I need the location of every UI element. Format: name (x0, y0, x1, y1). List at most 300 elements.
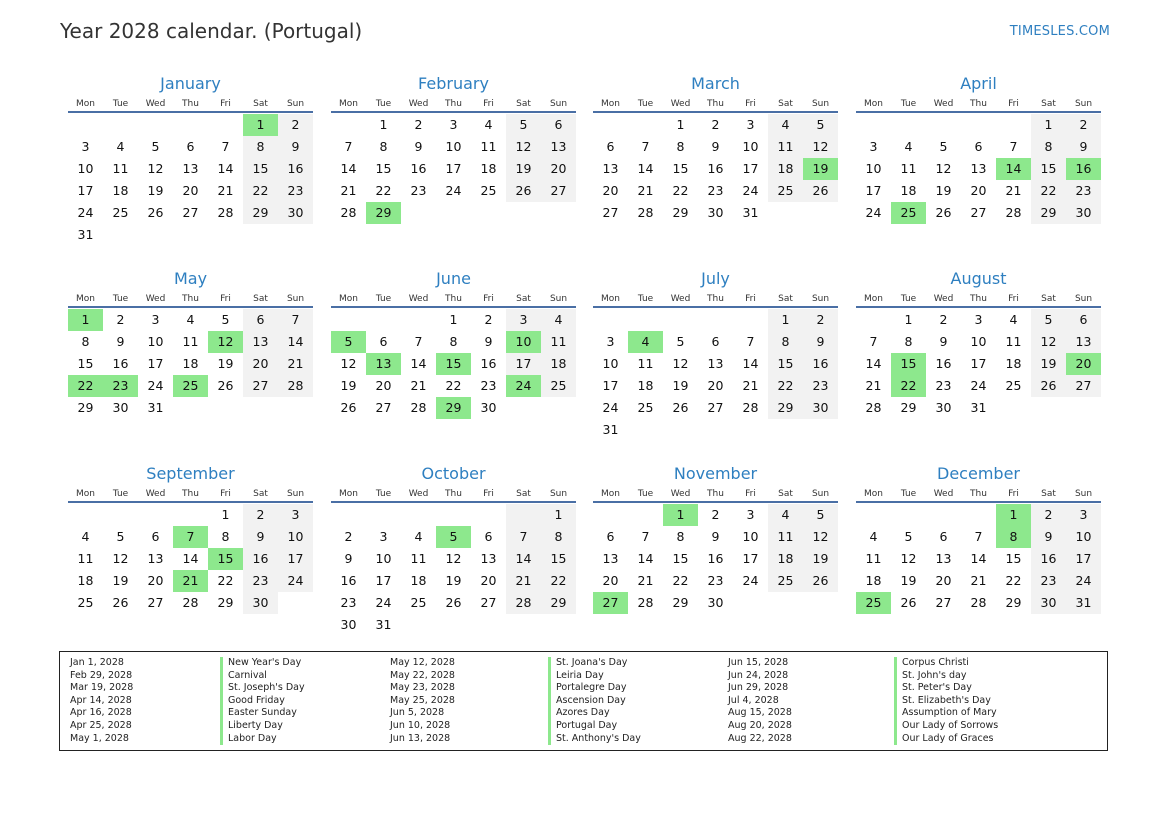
day-cell[interactable]: 15 (1005, 551, 1022, 566)
day-cell[interactable]: 6 (939, 529, 948, 544)
day-cell[interactable]: 13 (243, 331, 278, 353)
day-cell[interactable]: 24 (506, 375, 541, 397)
day-cell[interactable]: 21 (865, 378, 882, 393)
day-cell[interactable]: 1 (996, 504, 1031, 526)
day-cell[interactable]: 23 (707, 573, 724, 588)
day-cell[interactable]: 8 (243, 136, 278, 158)
day-cell[interactable]: 17 (77, 183, 94, 198)
day-cell[interactable]: 8 (676, 139, 685, 154)
day-cell[interactable]: 1 (663, 504, 698, 526)
day-cell[interactable]: 15 (672, 551, 689, 566)
day-cell[interactable]: 18 (865, 573, 882, 588)
day-cell[interactable]: 21 (970, 573, 987, 588)
day-cell[interactable]: 3 (151, 312, 160, 327)
day-cell[interactable]: 5 (151, 139, 160, 154)
day-cell[interactable]: 29 (366, 202, 401, 224)
day-cell[interactable]: 30 (340, 617, 357, 632)
day-cell[interactable]: 6 (541, 114, 576, 136)
day-cell[interactable]: 25 (637, 400, 654, 415)
day-cell[interactable]: 5 (803, 504, 838, 526)
day-cell[interactable]: 9 (803, 331, 838, 353)
day-cell[interactable]: 17 (602, 378, 619, 393)
day-cell[interactable]: 14 (996, 158, 1031, 180)
day-cell[interactable]: 22 (672, 183, 689, 198)
day-cell[interactable]: 9 (278, 136, 313, 158)
day-cell[interactable]: 10 (506, 331, 541, 353)
day-cell[interactable]: 1 (449, 312, 458, 327)
day-cell[interactable]: 22 (672, 573, 689, 588)
day-cell[interactable]: 19 (506, 158, 541, 180)
day-cell[interactable]: 9 (344, 551, 353, 566)
day-cell[interactable]: 30 (707, 595, 724, 610)
day-cell[interactable]: 9 (243, 526, 278, 548)
day-cell[interactable]: 24 (602, 400, 619, 415)
day-cell[interactable]: 27 (602, 205, 619, 220)
day-cell[interactable]: 28 (637, 205, 654, 220)
day-cell[interactable]: 17 (970, 356, 987, 371)
day-cell[interactable]: 4 (628, 331, 663, 353)
day-cell[interactable]: 30 (707, 205, 724, 220)
day-cell[interactable]: 18 (637, 378, 654, 393)
day-cell[interactable]: 26 (672, 400, 689, 415)
day-cell[interactable]: 25 (856, 592, 891, 614)
day-cell[interactable]: 13 (707, 356, 724, 371)
day-cell[interactable]: 6 (974, 139, 983, 154)
day-cell[interactable]: 10 (742, 139, 759, 154)
day-cell[interactable]: 18 (410, 573, 427, 588)
day-cell[interactable]: 9 (116, 334, 125, 349)
day-cell[interactable]: 26 (1031, 375, 1066, 397)
day-cell[interactable]: 10 (742, 529, 759, 544)
day-cell[interactable]: 12 (506, 136, 541, 158)
day-cell[interactable]: 29 (217, 595, 234, 610)
day-cell[interactable]: 12 (803, 136, 838, 158)
day-cell[interactable]: 21 (637, 573, 654, 588)
day-cell[interactable]: 28 (217, 205, 234, 220)
day-cell[interactable]: 4 (768, 504, 803, 526)
day-cell[interactable]: 7 (173, 526, 208, 548)
day-cell[interactable]: 19 (1031, 353, 1066, 375)
day-cell[interactable]: 10 (865, 161, 882, 176)
day-cell[interactable]: 9 (1031, 526, 1066, 548)
day-cell[interactable]: 18 (900, 183, 917, 198)
day-cell[interactable]: 8 (904, 334, 913, 349)
day-cell[interactable]: 23 (480, 378, 497, 393)
day-cell[interactable]: 20 (541, 158, 576, 180)
day-cell[interactable]: 3 (278, 504, 313, 526)
day-cell[interactable]: 17 (375, 573, 392, 588)
day-cell[interactable]: 23 (935, 378, 952, 393)
day-cell[interactable]: 16 (935, 356, 952, 371)
day-cell[interactable]: 26 (935, 205, 952, 220)
day-cell[interactable]: 4 (904, 139, 913, 154)
day-cell[interactable]: 12 (1031, 331, 1066, 353)
day-cell[interactable]: 5 (436, 526, 471, 548)
day-cell[interactable]: 6 (711, 334, 720, 349)
day-cell[interactable]: 29 (243, 202, 278, 224)
day-cell[interactable]: 30 (1066, 202, 1101, 224)
day-cell[interactable]: 19 (112, 573, 129, 588)
day-cell[interactable]: 20 (935, 573, 952, 588)
day-cell[interactable]: 25 (891, 202, 926, 224)
day-cell[interactable]: 5 (1031, 309, 1066, 331)
day-cell[interactable]: 15 (77, 356, 94, 371)
day-cell[interactable]: 18 (1005, 356, 1022, 371)
day-cell[interactable]: 17 (865, 183, 882, 198)
day-cell[interactable]: 4 (484, 117, 493, 132)
day-cell[interactable]: 12 (672, 356, 689, 371)
day-cell[interactable]: 25 (768, 180, 803, 202)
day-cell[interactable]: 23 (103, 375, 138, 397)
day-cell[interactable]: 14 (410, 356, 427, 371)
day-cell[interactable]: 22 (768, 375, 803, 397)
day-cell[interactable]: 13 (366, 353, 401, 375)
day-cell[interactable]: 10 (970, 334, 987, 349)
day-cell[interactable]: 14 (865, 356, 882, 371)
day-cell[interactable]: 31 (602, 422, 619, 437)
day-cell[interactable]: 14 (637, 161, 654, 176)
day-cell[interactable]: 17 (742, 161, 759, 176)
day-cell[interactable]: 16 (1066, 158, 1101, 180)
day-cell[interactable]: 2 (1031, 504, 1066, 526)
day-cell[interactable]: 2 (414, 117, 423, 132)
day-cell[interactable]: 26 (112, 595, 129, 610)
day-cell[interactable]: 12 (112, 551, 129, 566)
day-cell[interactable]: 16 (707, 161, 724, 176)
day-cell[interactable]: 20 (243, 353, 278, 375)
day-cell[interactable]: 19 (803, 548, 838, 570)
day-cell[interactable]: 26 (506, 180, 541, 202)
day-cell[interactable]: 7 (1009, 139, 1018, 154)
day-cell[interactable]: 20 (970, 183, 987, 198)
day-cell[interactable]: 1 (768, 309, 803, 331)
day-cell[interactable]: 6 (151, 529, 160, 544)
day-cell[interactable]: 6 (484, 529, 493, 544)
day-cell[interactable]: 1 (541, 504, 576, 526)
day-cell[interactable]: 14 (637, 551, 654, 566)
day-cell[interactable]: 21 (506, 570, 541, 592)
day-cell[interactable]: 9 (711, 529, 720, 544)
day-cell[interactable]: 11 (900, 161, 917, 176)
day-cell[interactable]: 24 (278, 570, 313, 592)
day-cell[interactable]: 7 (344, 139, 353, 154)
day-cell[interactable]: 24 (742, 573, 759, 588)
day-cell[interactable]: 19 (900, 573, 917, 588)
day-cell[interactable]: 22 (243, 180, 278, 202)
day-cell[interactable]: 9 (711, 139, 720, 154)
day-cell[interactable]: 18 (480, 161, 497, 176)
day-cell[interactable]: 7 (641, 139, 650, 154)
day-cell[interactable]: 20 (1066, 353, 1101, 375)
day-cell[interactable]: 20 (602, 573, 619, 588)
day-cell[interactable]: 5 (939, 139, 948, 154)
day-cell[interactable]: 10 (445, 139, 462, 154)
day-cell[interactable]: 14 (182, 551, 199, 566)
day-cell[interactable]: 20 (147, 573, 164, 588)
day-cell[interactable]: 23 (410, 183, 427, 198)
day-cell[interactable]: 27 (182, 205, 199, 220)
day-cell[interactable]: 21 (278, 353, 313, 375)
day-cell[interactable]: 17 (278, 548, 313, 570)
day-cell[interactable]: 13 (602, 161, 619, 176)
day-cell[interactable]: 29 (1031, 202, 1066, 224)
day-cell[interactable]: 22 (891, 375, 926, 397)
day-cell[interactable]: 15 (208, 548, 243, 570)
day-cell[interactable]: 5 (676, 334, 685, 349)
day-cell[interactable]: 1 (221, 507, 230, 522)
day-cell[interactable]: 30 (112, 400, 129, 415)
day-cell[interactable]: 30 (803, 397, 838, 419)
day-cell[interactable]: 29 (768, 397, 803, 419)
day-cell[interactable]: 18 (77, 573, 94, 588)
day-cell[interactable]: 8 (541, 526, 576, 548)
day-cell[interactable]: 15 (541, 548, 576, 570)
day-cell[interactable]: 24 (77, 205, 94, 220)
day-cell[interactable]: 8 (676, 529, 685, 544)
day-cell[interactable]: 4 (768, 114, 803, 136)
day-cell[interactable]: 6 (186, 139, 195, 154)
day-cell[interactable]: 6 (606, 529, 615, 544)
day-cell[interactable]: 5 (116, 529, 125, 544)
day-cell[interactable]: 6 (606, 139, 615, 154)
day-cell[interactable]: 23 (803, 375, 838, 397)
day-cell[interactable]: 31 (1066, 592, 1101, 614)
day-cell[interactable]: 28 (410, 400, 427, 415)
day-cell[interactable]: 2 (484, 312, 493, 327)
day-cell[interactable]: 21 (173, 570, 208, 592)
day-cell[interactable]: 16 (112, 356, 129, 371)
day-cell[interactable]: 16 (340, 573, 357, 588)
day-cell[interactable]: 19 (803, 158, 838, 180)
day-cell[interactable]: 19 (217, 356, 234, 371)
day-cell[interactable]: 17 (742, 551, 759, 566)
day-cell[interactable]: 28 (340, 205, 357, 220)
day-cell[interactable]: 24 (375, 595, 392, 610)
day-cell[interactable]: 2 (116, 312, 125, 327)
day-cell[interactable]: 11 (410, 551, 427, 566)
day-cell[interactable]: 4 (116, 139, 125, 154)
day-cell[interactable]: 23 (707, 183, 724, 198)
day-cell[interactable]: 4 (869, 529, 878, 544)
day-cell[interactable]: 5 (904, 529, 913, 544)
day-cell[interactable]: 23 (278, 180, 313, 202)
day-cell[interactable]: 11 (768, 136, 803, 158)
day-cell[interactable]: 31 (77, 227, 94, 242)
day-cell[interactable]: 22 (1005, 573, 1022, 588)
day-cell[interactable]: 27 (147, 595, 164, 610)
day-cell[interactable]: 11 (480, 139, 497, 154)
day-cell[interactable]: 14 (217, 161, 234, 176)
day-cell[interactable]: 27 (935, 595, 952, 610)
day-cell[interactable]: 3 (506, 309, 541, 331)
day-cell[interactable]: 5 (221, 312, 230, 327)
day-cell[interactable]: 17 (1066, 548, 1101, 570)
day-cell[interactable]: 12 (445, 551, 462, 566)
day-cell[interactable]: 12 (935, 161, 952, 176)
day-cell[interactable]: 12 (900, 551, 917, 566)
day-cell[interactable]: 17 (445, 161, 462, 176)
day-cell[interactable]: 16 (410, 161, 427, 176)
day-cell[interactable]: 20 (375, 378, 392, 393)
day-cell[interactable]: 6 (379, 334, 388, 349)
day-cell[interactable]: 15 (375, 161, 392, 176)
day-cell[interactable]: 27 (970, 205, 987, 220)
day-cell[interactable]: 5 (506, 114, 541, 136)
day-cell[interactable]: 6 (1066, 309, 1101, 331)
day-cell[interactable]: 15 (1031, 158, 1066, 180)
day-cell[interactable]: 16 (243, 548, 278, 570)
day-cell[interactable]: 8 (379, 139, 388, 154)
day-cell[interactable]: 8 (449, 334, 458, 349)
day-cell[interactable]: 27 (1066, 375, 1101, 397)
day-cell[interactable]: 19 (340, 378, 357, 393)
day-cell[interactable]: 15 (768, 353, 803, 375)
day-cell[interactable]: 3 (1066, 504, 1101, 526)
day-cell[interactable]: 27 (707, 400, 724, 415)
day-cell[interactable]: 21 (410, 378, 427, 393)
day-cell[interactable]: 16 (803, 353, 838, 375)
day-cell[interactable]: 15 (891, 353, 926, 375)
day-cell[interactable]: 5 (331, 331, 366, 353)
day-cell[interactable]: 25 (541, 375, 576, 397)
day-cell[interactable]: 29 (541, 592, 576, 614)
day-cell[interactable]: 24 (445, 183, 462, 198)
day-cell[interactable]: 10 (147, 334, 164, 349)
day-cell[interactable]: 8 (81, 334, 90, 349)
day-cell[interactable]: 29 (1005, 595, 1022, 610)
day-cell[interactable]: 23 (1066, 180, 1101, 202)
day-cell[interactable]: 29 (77, 400, 94, 415)
day-cell[interactable]: 11 (77, 551, 94, 566)
day-cell[interactable]: 28 (278, 375, 313, 397)
day-cell[interactable]: 2 (243, 504, 278, 526)
day-cell[interactable]: 28 (182, 595, 199, 610)
day-cell[interactable]: 26 (803, 180, 838, 202)
day-cell[interactable]: 22 (68, 375, 103, 397)
day-cell[interactable]: 27 (541, 180, 576, 202)
day-cell[interactable]: 28 (506, 592, 541, 614)
day-cell[interactable]: 23 (340, 595, 357, 610)
day-cell[interactable]: 11 (112, 161, 129, 176)
day-cell[interactable]: 14 (742, 356, 759, 371)
day-cell[interactable]: 25 (480, 183, 497, 198)
day-cell[interactable]: 11 (768, 526, 803, 548)
day-cell[interactable]: 29 (900, 400, 917, 415)
day-cell[interactable]: 20 (480, 573, 497, 588)
day-cell[interactable]: 27 (243, 375, 278, 397)
day-cell[interactable]: 19 (445, 573, 462, 588)
day-cell[interactable]: 20 (602, 183, 619, 198)
day-cell[interactable]: 4 (1009, 312, 1018, 327)
day-cell[interactable]: 22 (375, 183, 392, 198)
day-cell[interactable]: 25 (77, 595, 94, 610)
day-cell[interactable]: 9 (939, 334, 948, 349)
day-cell[interactable]: 1 (904, 312, 913, 327)
day-cell[interactable]: 26 (803, 570, 838, 592)
day-cell[interactable]: 20 (182, 183, 199, 198)
day-cell[interactable]: 7 (278, 309, 313, 331)
day-cell[interactable]: 21 (217, 183, 234, 198)
day-cell[interactable]: 18 (541, 353, 576, 375)
day-cell[interactable]: 22 (1031, 180, 1066, 202)
day-cell[interactable]: 31 (970, 400, 987, 415)
day-cell[interactable]: 27 (593, 592, 628, 614)
day-cell[interactable]: 13 (147, 551, 164, 566)
day-cell[interactable]: 14 (970, 551, 987, 566)
day-cell[interactable]: 7 (974, 529, 983, 544)
day-cell[interactable]: 25 (410, 595, 427, 610)
day-cell[interactable]: 18 (112, 183, 129, 198)
day-cell[interactable]: 24 (742, 183, 759, 198)
day-cell[interactable]: 26 (147, 205, 164, 220)
day-cell[interactable]: 2 (803, 309, 838, 331)
day-cell[interactable]: 18 (182, 356, 199, 371)
day-cell[interactable]: 14 (340, 161, 357, 176)
day-cell[interactable]: 12 (208, 331, 243, 353)
day-cell[interactable]: 26 (900, 595, 917, 610)
day-cell[interactable]: 28 (742, 400, 759, 415)
day-cell[interactable]: 13 (970, 161, 987, 176)
day-cell[interactable]: 12 (340, 356, 357, 371)
day-cell[interactable]: 14 (506, 548, 541, 570)
day-cell[interactable]: 2 (278, 114, 313, 136)
day-cell[interactable]: 7 (506, 526, 541, 548)
day-cell[interactable]: 3 (869, 139, 878, 154)
day-cell[interactable]: 25 (173, 375, 208, 397)
day-cell[interactable]: 30 (935, 400, 952, 415)
day-cell[interactable]: 15 (436, 353, 471, 375)
day-cell[interactable]: 6 (243, 309, 278, 331)
day-cell[interactable]: 16 (480, 356, 497, 371)
day-cell[interactable]: 24 (970, 378, 987, 393)
day-cell[interactable]: 17 (147, 356, 164, 371)
day-cell[interactable]: 5 (803, 114, 838, 136)
day-cell[interactable]: 2 (939, 312, 948, 327)
day-cell[interactable]: 21 (340, 183, 357, 198)
day-cell[interactable]: 10 (77, 161, 94, 176)
day-cell[interactable]: 18 (768, 548, 803, 570)
day-cell[interactable]: 8 (221, 529, 230, 544)
day-cell[interactable]: 21 (637, 183, 654, 198)
day-cell[interactable]: 12 (147, 161, 164, 176)
day-cell[interactable]: 25 (768, 570, 803, 592)
day-cell[interactable]: 11 (637, 356, 654, 371)
day-cell[interactable]: 13 (935, 551, 952, 566)
day-cell[interactable]: 28 (637, 595, 654, 610)
day-cell[interactable]: 13 (602, 551, 619, 566)
day-cell[interactable]: 26 (340, 400, 357, 415)
day-cell[interactable]: 2 (711, 507, 720, 522)
day-cell[interactable]: 17 (506, 353, 541, 375)
day-cell[interactable]: 26 (217, 378, 234, 393)
day-cell[interactable]: 10 (375, 551, 392, 566)
day-cell[interactable]: 16 (278, 158, 313, 180)
day-cell[interactable]: 7 (641, 529, 650, 544)
day-cell[interactable]: 27 (375, 400, 392, 415)
day-cell[interactable]: 7 (746, 334, 755, 349)
day-cell[interactable]: 15 (672, 161, 689, 176)
day-cell[interactable]: 23 (243, 570, 278, 592)
day-cell[interactable]: 30 (1031, 592, 1066, 614)
day-cell[interactable]: 4 (81, 529, 90, 544)
day-cell[interactable]: 18 (768, 158, 803, 180)
day-cell[interactable]: 3 (81, 139, 90, 154)
day-cell[interactable]: 11 (865, 551, 882, 566)
day-cell[interactable]: 8 (768, 331, 803, 353)
day-cell[interactable]: 8 (996, 526, 1031, 548)
day-cell[interactable]: 22 (445, 378, 462, 393)
day-cell[interactable]: 13 (480, 551, 497, 566)
